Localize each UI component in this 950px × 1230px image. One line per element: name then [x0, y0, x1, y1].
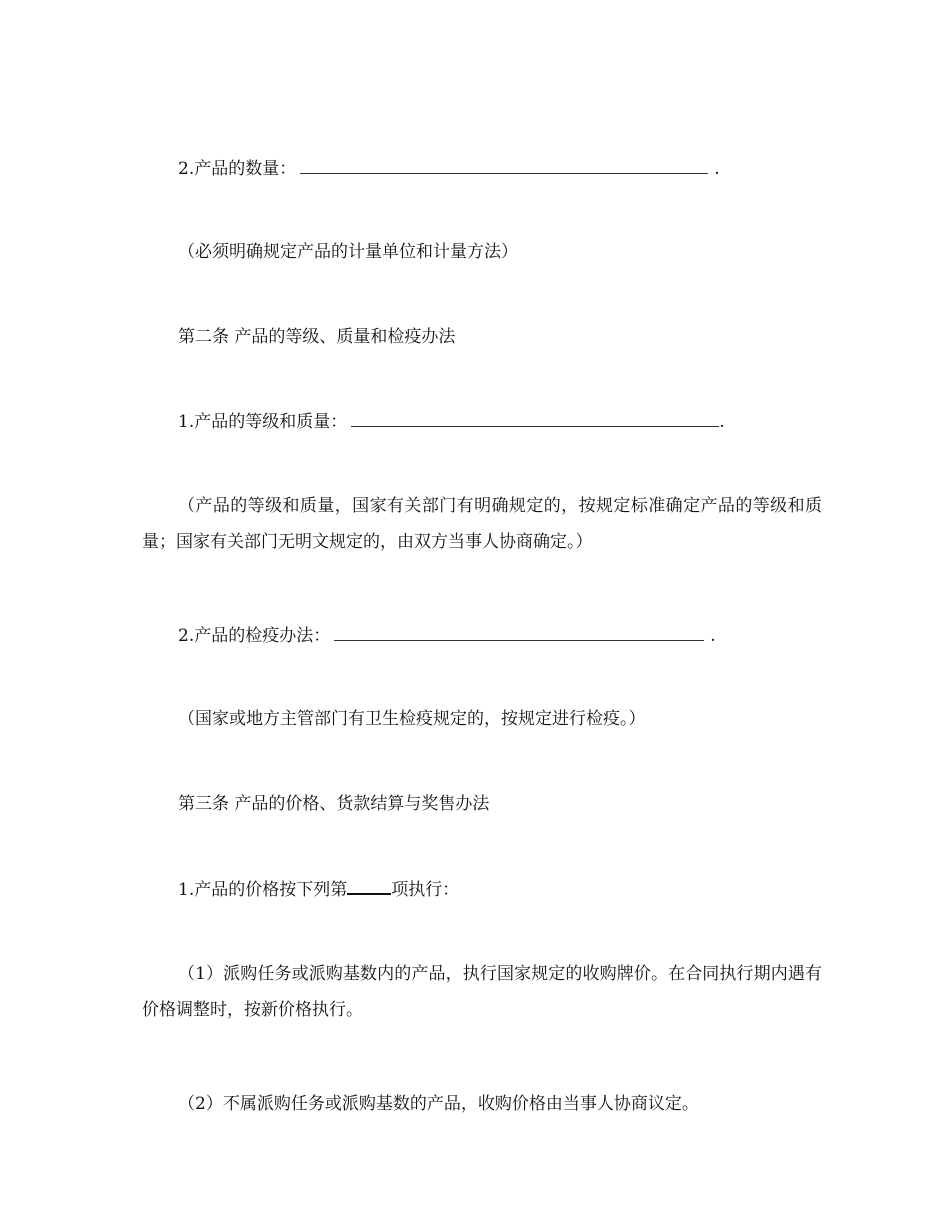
grade-blank[interactable] — [351, 410, 719, 427]
price-option-blank[interactable] — [347, 877, 391, 895]
quantity-label: 2.产品的数量： — [178, 159, 297, 179]
grade-end: . — [719, 412, 725, 432]
quantity-blank[interactable] — [300, 157, 708, 174]
quarantine-end: . — [710, 626, 716, 646]
price-line — [178, 877, 459, 902]
quarantine-blank[interactable] — [334, 624, 704, 641]
price-label-before: 1.产品的价格按下列第 — [178, 880, 348, 900]
price-label-after: 项执行： — [391, 880, 460, 900]
quarantine-line — [178, 624, 716, 648]
quantity-line — [178, 157, 720, 181]
quarantine-note: （国家或地方主管部门有卫生检疫规定的，按规定进行检疫。） — [178, 709, 646, 729]
price-item-2: （2）不属派购任务或派购基数的产品，收购价格由当事人协商议定。 — [178, 1094, 699, 1114]
grade-line — [178, 410, 725, 434]
quarantine-label: 2.产品的检疫办法： — [178, 626, 331, 646]
quantity-note: （必须明确规定产品的计量单位和计量方法） — [178, 242, 518, 262]
price-item-1: （1）派购任务或派购基数内的产品，执行国家规定的收购牌价。在合同执行期内遇有价格调整时，按新价格执行。 — [142, 964, 822, 1020]
grade-label: 1.产品的等级和质量： — [178, 412, 348, 432]
quantity-end: . — [714, 159, 720, 179]
article-2-title: 第二条 产品的等级、质量和检疫办法 — [178, 327, 456, 347]
grade-note: （产品的等级和质量，国家有关部门有明确规定的，按规定标准确定产品的等级和质量；国家有关部门无明文规定的，由双方当事人协商确定。） — [142, 496, 822, 552]
article-3-title: 第三条 产品的价格、货款结算与奖售办法 — [178, 794, 490, 814]
